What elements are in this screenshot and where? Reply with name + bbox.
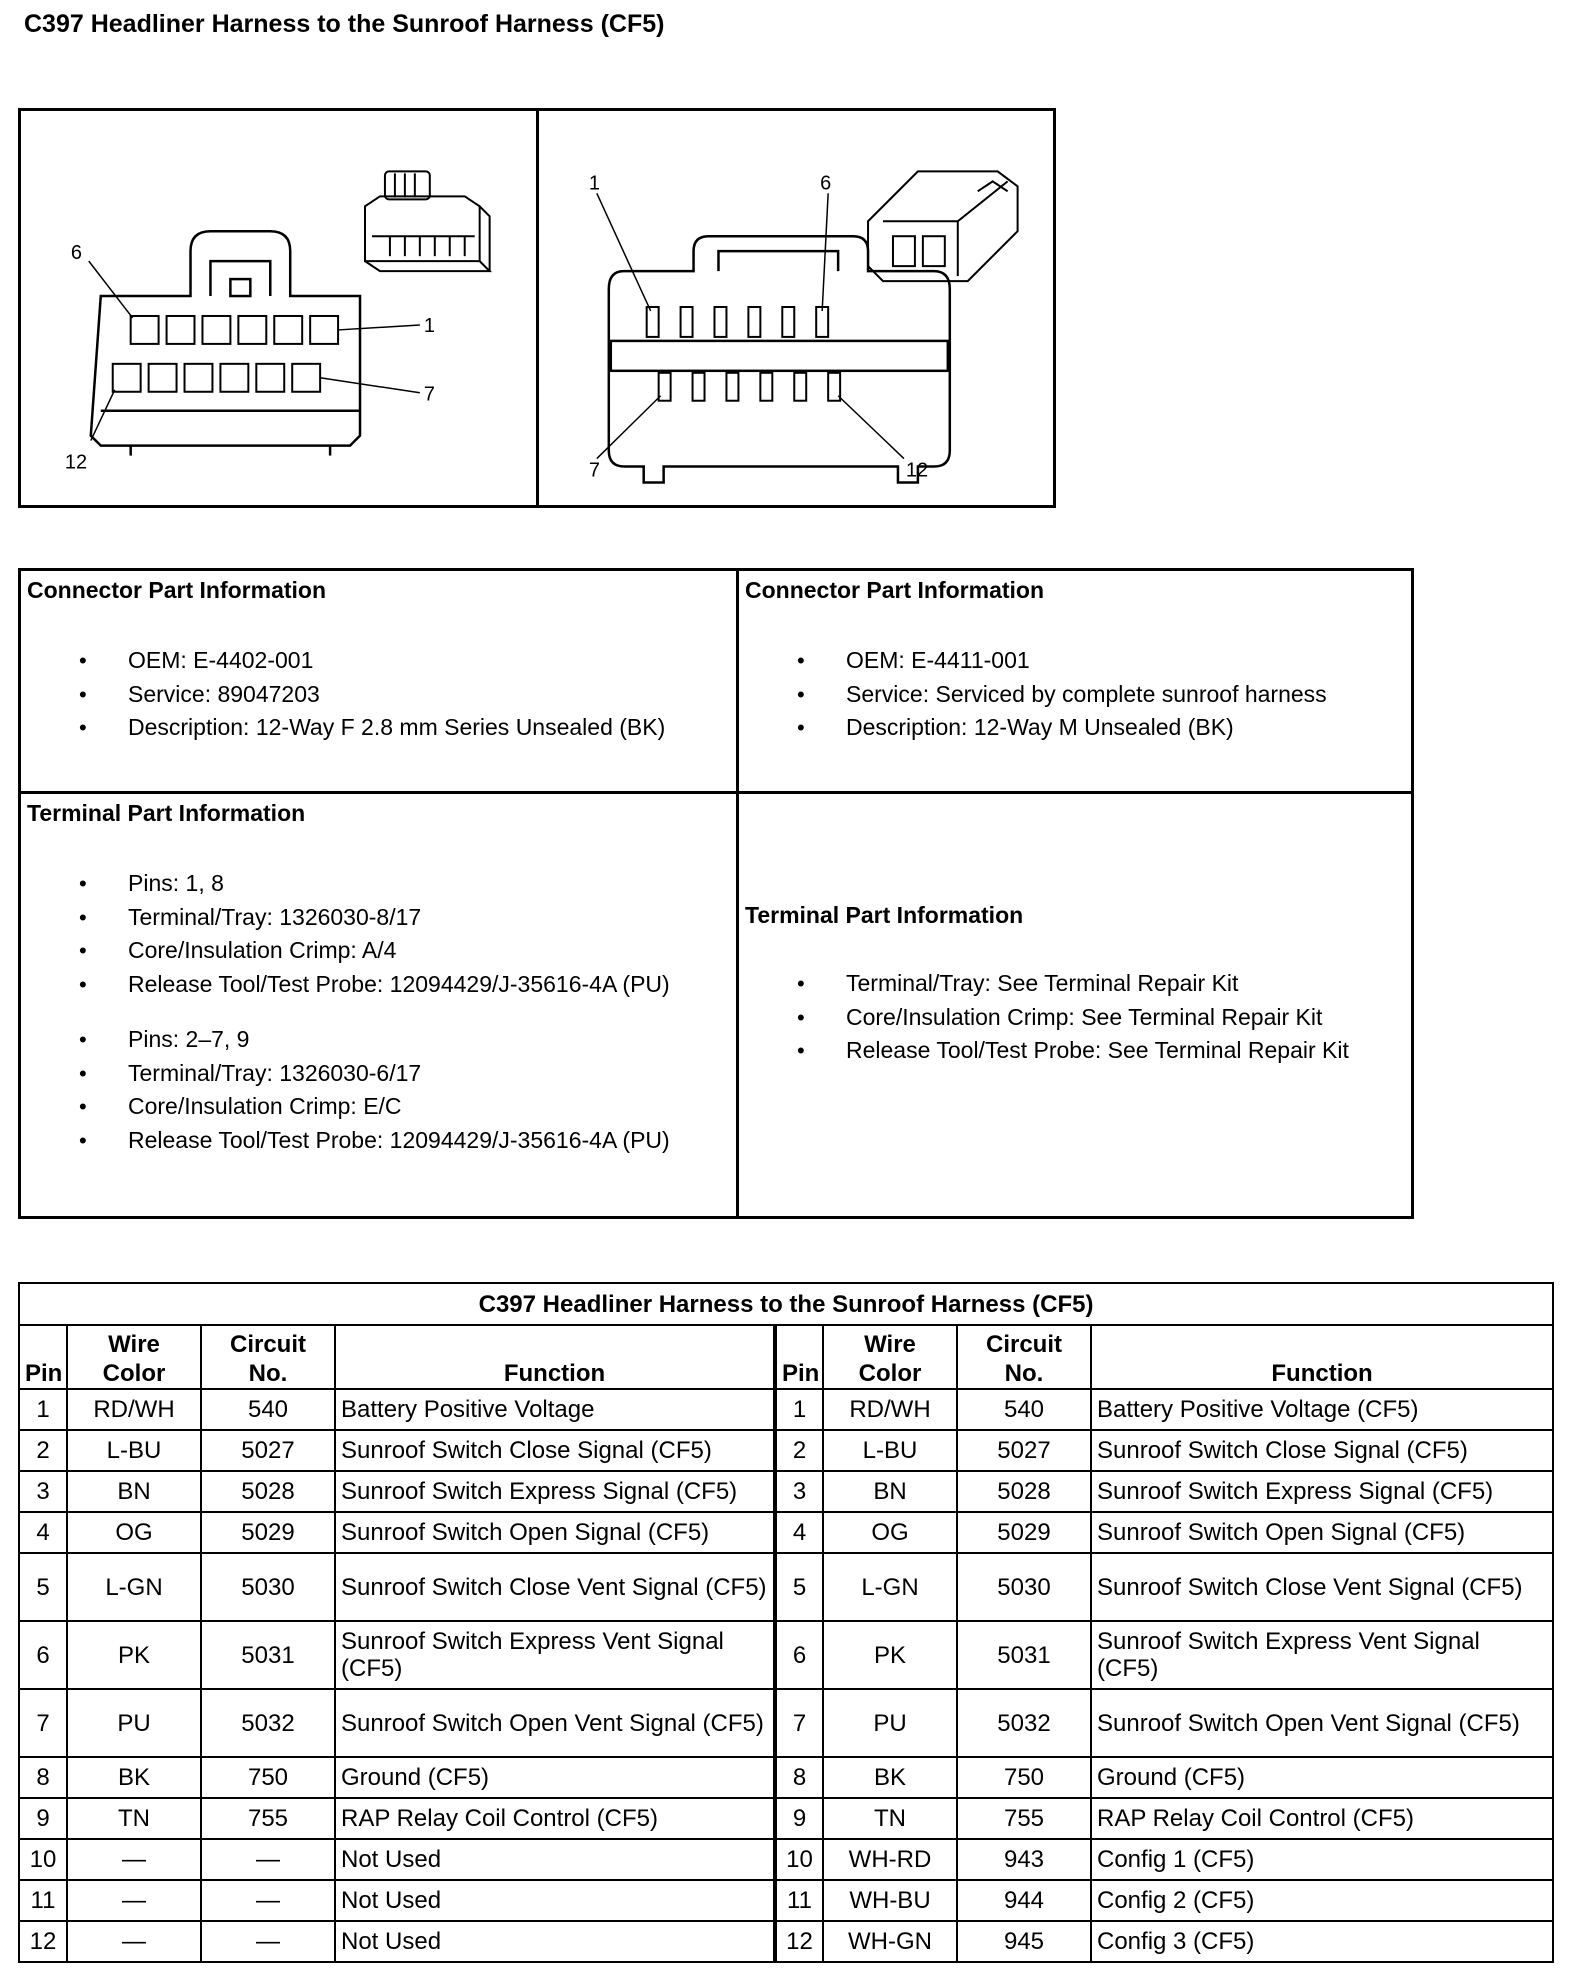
cell-wire-color: WH-BU xyxy=(823,1880,957,1921)
header-wire-color: Wire Color xyxy=(823,1325,957,1389)
cell-function: Battery Positive Voltage (CF5) xyxy=(1091,1389,1553,1430)
header-wire-color: Wire Color xyxy=(67,1325,201,1389)
pin-label: 12 xyxy=(64,451,88,474)
cell-pin: 11 xyxy=(775,1880,823,1921)
table-caption: C397 Headliner Harness to the Sunroof Harness (CF5) xyxy=(19,1283,1553,1325)
table-row xyxy=(19,1389,1553,1430)
cell-wire-color: L-GN xyxy=(823,1553,957,1621)
cell-wire-color: L-BU xyxy=(67,1430,201,1471)
header-function: Function xyxy=(335,1325,775,1389)
female-connector-diagram xyxy=(21,111,536,505)
male-terminals xyxy=(646,307,839,401)
bullet-list xyxy=(745,644,1405,745)
pinout-table-body xyxy=(19,1389,1553,1962)
cell-function: Sunroof Switch Open Vent Signal (CF5) xyxy=(1091,1689,1553,1757)
cell-function: Ground (CF5) xyxy=(1091,1757,1553,1798)
cell-pin: 6 xyxy=(19,1621,67,1689)
cell-function: Battery Positive Voltage xyxy=(335,1389,775,1430)
cell-wire-color: TN xyxy=(823,1798,957,1839)
cell-pin: 10 xyxy=(19,1839,67,1880)
cell-circuit-no: 5027 xyxy=(201,1430,335,1471)
header-circuit-no: Circuit No. xyxy=(957,1325,1091,1389)
cell-circuit-no: — xyxy=(201,1839,335,1880)
cell-wire-color: RD/WH xyxy=(67,1389,201,1430)
cell-circuit-no: 5029 xyxy=(201,1512,335,1553)
cell-wire-color: OG xyxy=(823,1512,957,1553)
header-pin: Pin xyxy=(775,1325,823,1389)
pin-label: 7 xyxy=(588,459,600,482)
section-heading: Terminal Part Information xyxy=(27,800,306,826)
pin-label: 6 xyxy=(70,242,82,265)
list-item: • Core/Insulation Crimp: A/4 xyxy=(27,934,730,968)
cell-pin: 10 xyxy=(775,1839,823,1880)
cell-pin: 9 xyxy=(775,1798,823,1839)
list-item: • Service: 89047203 xyxy=(27,678,730,712)
table-row xyxy=(19,1689,1553,1757)
cell-wire-color: L-GN xyxy=(67,1553,201,1621)
cell-wire-color: L-BU xyxy=(823,1430,957,1471)
table-row xyxy=(19,1921,1553,1962)
cell-circuit-no: 943 xyxy=(957,1839,1091,1880)
cell-wire-color: BN xyxy=(67,1471,201,1512)
cell-wire-color: BN xyxy=(823,1471,957,1512)
cell-function: Not Used xyxy=(335,1921,775,1962)
terminal-part-info-right xyxy=(736,791,1411,1216)
female-connector-view xyxy=(21,111,536,505)
cell-pin: 2 xyxy=(19,1430,67,1471)
cell-circuit-no: 945 xyxy=(957,1921,1091,1962)
table-row xyxy=(19,1512,1553,1553)
cell-circuit-no: 5031 xyxy=(201,1621,335,1689)
table-row xyxy=(19,1471,1553,1512)
cell-circuit-no: 750 xyxy=(201,1757,335,1798)
cell-function: Sunroof Switch Close Signal (CF5) xyxy=(1091,1430,1553,1471)
cell-circuit-no: — xyxy=(201,1921,335,1962)
list-item: • Core/Insulation Crimp: E/C xyxy=(27,1090,730,1124)
cell-wire-color: TN xyxy=(67,1798,201,1839)
list-item: • OEM: E-4402-001 xyxy=(27,644,730,678)
cell-function: Sunroof Switch Express Vent Signal (CF5) xyxy=(1091,1621,1553,1689)
cell-circuit-no: 755 xyxy=(201,1798,335,1839)
cell-pin: 11 xyxy=(19,1880,67,1921)
page-title: C397 Headliner Harness to the Sunroof Harness (CF5) xyxy=(24,10,665,38)
cell-function: Ground (CF5) xyxy=(335,1757,775,1798)
pin-label: 7 xyxy=(423,383,435,406)
cell-pin: 7 xyxy=(19,1689,67,1757)
cell-wire-color: PU xyxy=(823,1689,957,1757)
pin-leader-lines xyxy=(89,261,420,440)
cell-function: Sunroof Switch Close Vent Signal (CF5) xyxy=(335,1553,775,1621)
section-heading: Terminal Part Information xyxy=(745,902,1024,928)
cell-circuit-no: 750 xyxy=(957,1757,1091,1798)
cell-pin: 1 xyxy=(775,1389,823,1430)
table-row xyxy=(19,1880,1553,1921)
list-item: • Terminal/Tray: See Terminal Repair Kit xyxy=(745,967,1405,1001)
list-item: • Description: 12-Way F 2.8 mm Series Unsealed (BK) xyxy=(27,711,730,745)
pinout-table xyxy=(18,1282,1554,1963)
connector-thumbnail-icon xyxy=(868,171,1018,281)
table-row xyxy=(19,1798,1553,1839)
cell-pin: 4 xyxy=(19,1512,67,1553)
bullet-list xyxy=(27,867,730,1001)
pin-label: 6 xyxy=(819,172,831,195)
table-row xyxy=(19,1430,1553,1471)
cell-function: Sunroof Switch Open Signal (CF5) xyxy=(1091,1512,1553,1553)
cell-function: Sunroof Switch Express Signal (CF5) xyxy=(1091,1471,1553,1512)
list-item: • Description: 12-Way M Unsealed (BK) xyxy=(745,711,1405,745)
cell-pin: 8 xyxy=(775,1757,823,1798)
cell-function: Sunroof Switch Open Signal (CF5) xyxy=(335,1512,775,1553)
cell-circuit-no: 5032 xyxy=(201,1689,335,1757)
cell-circuit-no: 5031 xyxy=(957,1621,1091,1689)
bullet-list xyxy=(745,967,1405,1068)
cell-function: Config 2 (CF5) xyxy=(1091,1880,1553,1921)
cell-pin: 12 xyxy=(775,1921,823,1962)
terminal-part-info-left xyxy=(21,791,736,1216)
part-information-grid xyxy=(18,568,1414,1219)
cell-circuit-no: 5032 xyxy=(957,1689,1091,1757)
cell-function: Sunroof Switch Close Vent Signal (CF5) xyxy=(1091,1553,1553,1621)
connector-views xyxy=(18,108,1056,508)
cell-function: Sunroof Switch Open Vent Signal (CF5) xyxy=(335,1689,775,1757)
connector-part-info-right xyxy=(736,571,1411,791)
cell-pin: 9 xyxy=(19,1798,67,1839)
list-item: • Release Tool/Test Probe: 12094429/J-35616-4A (PU) xyxy=(27,968,730,1002)
cell-wire-color: BK xyxy=(823,1757,957,1798)
cell-pin: 2 xyxy=(775,1430,823,1471)
male-connector-view xyxy=(536,111,1054,505)
cell-function: Not Used xyxy=(335,1839,775,1880)
cell-circuit-no: 5030 xyxy=(201,1553,335,1621)
table-header-row xyxy=(19,1325,1553,1389)
list-item: • OEM: E-4411-001 xyxy=(745,644,1405,678)
cell-pin: 3 xyxy=(19,1471,67,1512)
cell-circuit-no: 5027 xyxy=(957,1430,1091,1471)
list-item: • Release Tool/Test Probe: See Terminal Repair Kit xyxy=(745,1034,1405,1068)
cell-function: Sunroof Switch Express Vent Signal (CF5) xyxy=(335,1621,775,1689)
list-item: • Pins: 2–7, 9 xyxy=(27,1023,730,1057)
cell-pin: 3 xyxy=(775,1471,823,1512)
header-function: Function xyxy=(1091,1325,1553,1389)
female-cavities xyxy=(113,316,338,392)
pin-label: 12 xyxy=(905,459,928,482)
cell-circuit-no: 540 xyxy=(201,1389,335,1430)
table-row xyxy=(19,1839,1553,1880)
bullet-list xyxy=(27,644,730,745)
cell-circuit-no: 5029 xyxy=(957,1512,1091,1553)
connector-thumbnail-icon xyxy=(365,171,490,271)
cell-pin: 7 xyxy=(775,1689,823,1757)
cell-pin: 4 xyxy=(775,1512,823,1553)
cell-function: Sunroof Switch Express Signal (CF5) xyxy=(335,1471,775,1512)
pin-label: 1 xyxy=(423,314,435,337)
male-connector-face xyxy=(608,236,949,482)
cell-wire-color: BK xyxy=(67,1757,201,1798)
list-item: • Core/Insulation Crimp: See Terminal Repair Kit xyxy=(745,1001,1405,1035)
cell-circuit-no: 944 xyxy=(957,1880,1091,1921)
cell-pin: 8 xyxy=(19,1757,67,1798)
pin-label: 1 xyxy=(588,172,600,195)
cell-function: RAP Relay Coil Control (CF5) xyxy=(335,1798,775,1839)
cell-function: Not Used xyxy=(335,1880,775,1921)
cell-circuit-no: 5028 xyxy=(201,1471,335,1512)
list-item: • Service: Serviced by complete sunroof harness xyxy=(745,678,1405,712)
cell-circuit-no: 5028 xyxy=(957,1471,1091,1512)
list-item: • Terminal/Tray: 1326030-8/17 xyxy=(27,901,730,935)
table-row xyxy=(19,1757,1553,1798)
cell-wire-color: WH-GN xyxy=(823,1921,957,1962)
cell-pin: 1 xyxy=(19,1389,67,1430)
section-heading: Connector Part Information xyxy=(27,577,327,603)
cell-wire-color: PK xyxy=(67,1621,201,1689)
cell-pin: 6 xyxy=(775,1621,823,1689)
cell-function: RAP Relay Coil Control (CF5) xyxy=(1091,1798,1553,1839)
cell-pin: 5 xyxy=(775,1553,823,1621)
header-pin: Pin xyxy=(19,1325,67,1389)
cell-wire-color: PK xyxy=(823,1621,957,1689)
cell-circuit-no: 5030 xyxy=(957,1553,1091,1621)
cell-wire-color: — xyxy=(67,1880,201,1921)
cell-circuit-no: — xyxy=(201,1880,335,1921)
cell-pin: 12 xyxy=(19,1921,67,1962)
male-connector-diagram xyxy=(539,111,1054,505)
cell-wire-color: WH-RD xyxy=(823,1839,957,1880)
pin-leader-lines xyxy=(596,193,903,458)
list-item: • Terminal/Tray: 1326030-6/17 xyxy=(27,1057,730,1091)
cell-function: Sunroof Switch Close Signal (CF5) xyxy=(335,1430,775,1471)
cell-function: Config 3 (CF5) xyxy=(1091,1921,1553,1962)
cell-wire-color: — xyxy=(67,1921,201,1962)
table-row xyxy=(19,1621,1553,1689)
cell-function: Config 1 (CF5) xyxy=(1091,1839,1553,1880)
list-item: • Release Tool/Test Probe: 12094429/J-35616-4A (PU) xyxy=(27,1124,730,1158)
cell-circuit-no: 540 xyxy=(957,1389,1091,1430)
cell-pin: 5 xyxy=(19,1553,67,1621)
table-row xyxy=(19,1553,1553,1621)
cell-wire-color: — xyxy=(67,1839,201,1880)
header-circuit-no: Circuit No. xyxy=(201,1325,335,1389)
list-item: • Pins: 1, 8 xyxy=(27,867,730,901)
bullet-list xyxy=(27,1023,730,1157)
cell-wire-color: PU xyxy=(67,1689,201,1757)
cell-wire-color: OG xyxy=(67,1512,201,1553)
cell-circuit-no: 755 xyxy=(957,1798,1091,1839)
connector-part-info-left xyxy=(21,571,736,791)
section-heading: Connector Part Information xyxy=(745,577,1045,603)
cell-wire-color: RD/WH xyxy=(823,1389,957,1430)
